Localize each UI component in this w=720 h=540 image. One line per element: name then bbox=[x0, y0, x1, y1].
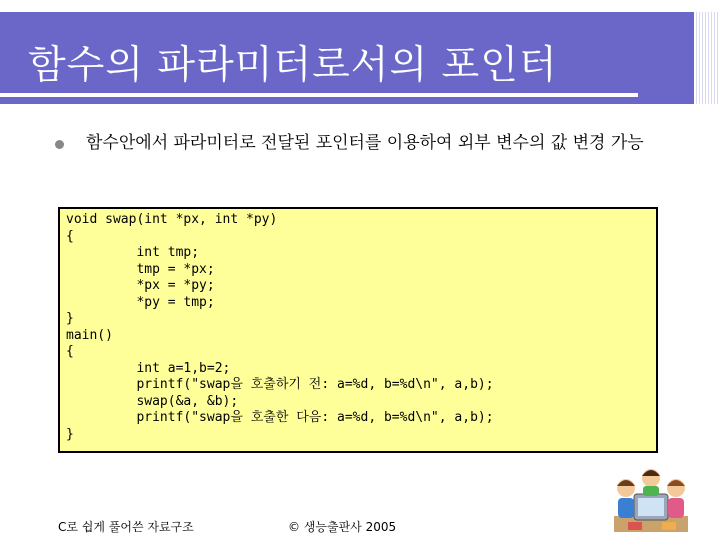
code-line: main() bbox=[66, 327, 113, 343]
code-line: { bbox=[66, 228, 74, 244]
title-bar bbox=[0, 12, 720, 104]
footer-book-title: C로 쉽게 풀어쓴 자료구조 bbox=[58, 520, 194, 534]
code-line: int tmp; bbox=[66, 245, 200, 260]
children-at-computer-icon bbox=[606, 458, 696, 538]
code-line: tmp = *px; bbox=[66, 261, 215, 277]
code-line: printf("swap을 호출한 다음: a=%d, b=%d\n", a,b); bbox=[66, 410, 494, 425]
title-bar-stripes bbox=[694, 12, 720, 104]
code-line: } bbox=[66, 426, 74, 442]
footer-copyright: © 생능출판사 2005 bbox=[288, 520, 397, 534]
page-title: 함수의 파라미터로서의 포인터 bbox=[28, 43, 558, 88]
code-line: *py = tmp; bbox=[66, 294, 215, 310]
code-line: void swap(int *px, int *py) bbox=[66, 212, 278, 227]
code-line: } bbox=[66, 311, 74, 326]
code-line: printf("swap을 호출하기 전: a=%d, b=%d\n", a,b); bbox=[66, 377, 494, 392]
code-box bbox=[58, 207, 658, 453]
code-line: { bbox=[66, 344, 74, 359]
bullet-text: 함수안에서 파라미터로 전달된 포인터를 이용하여 외부 변수의 값 변경 가능 bbox=[86, 133, 644, 153]
code-line: *px = *py; bbox=[66, 278, 215, 293]
bullet-dot-icon bbox=[55, 140, 64, 149]
code-block bbox=[60, 209, 656, 443]
code-line: swap(&a, &b); bbox=[66, 393, 239, 409]
code-line: int a=1,b=2; bbox=[66, 360, 231, 376]
title-underline bbox=[0, 93, 638, 97]
